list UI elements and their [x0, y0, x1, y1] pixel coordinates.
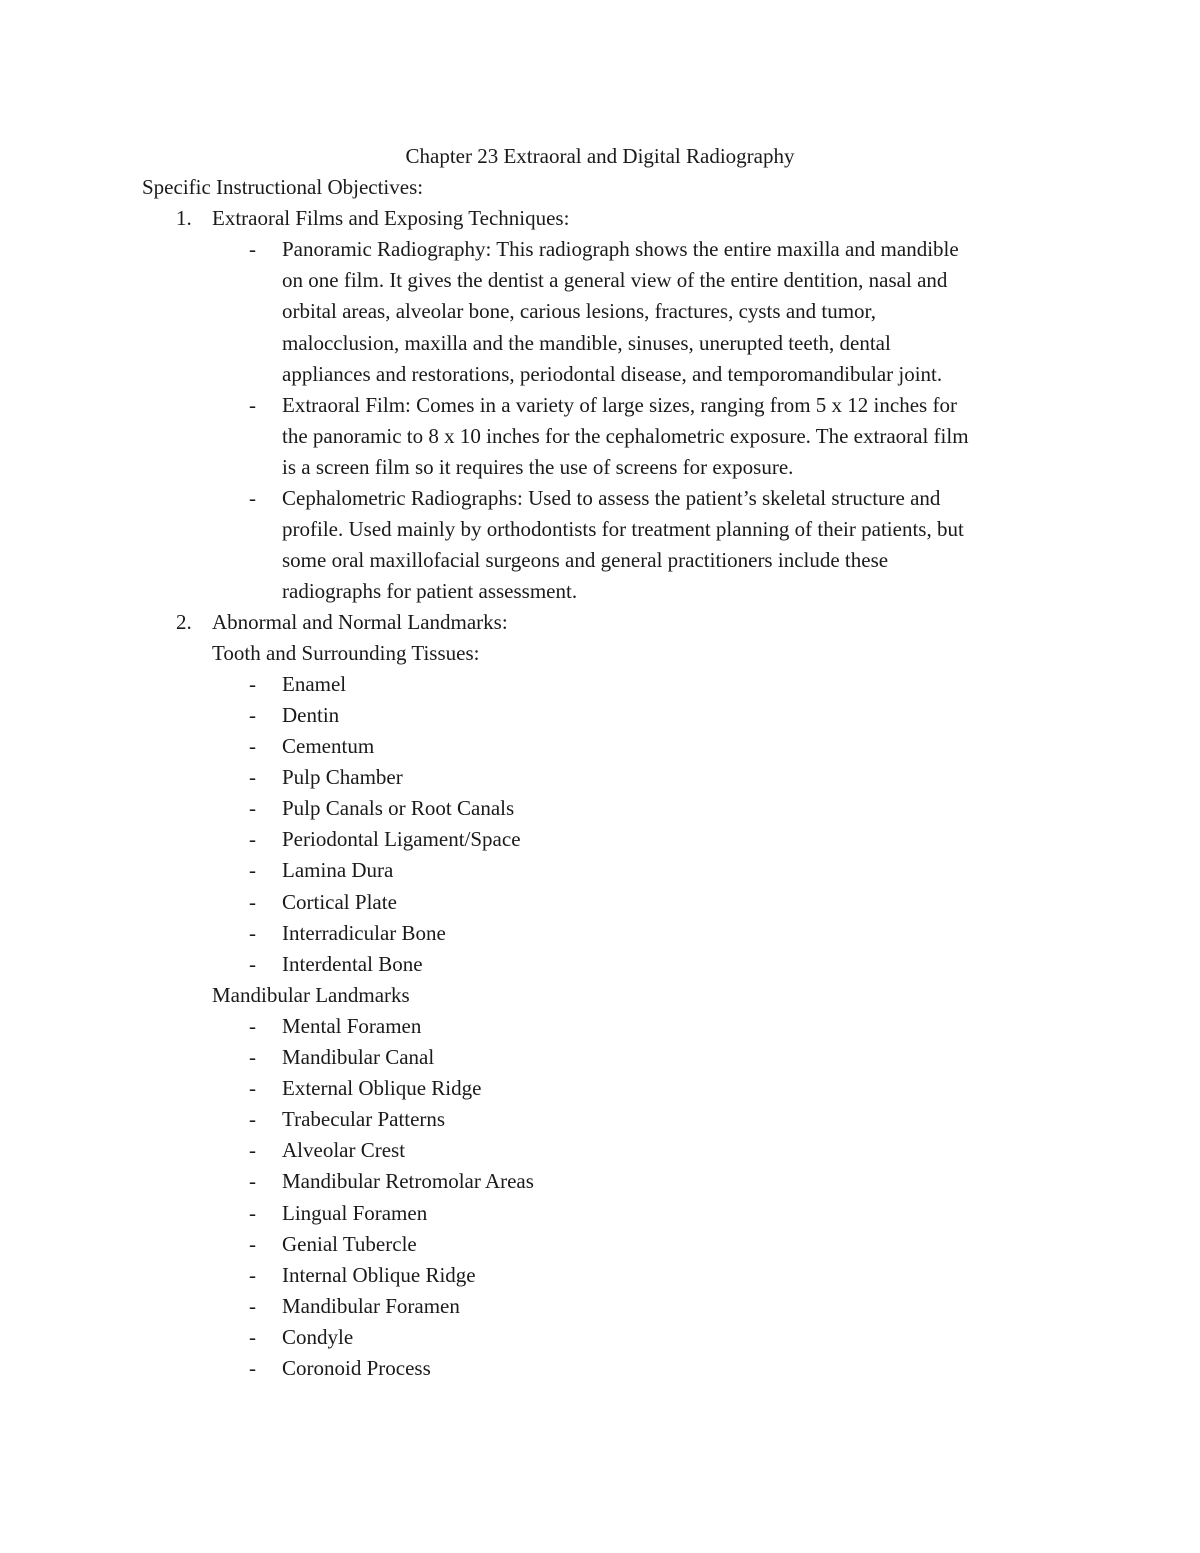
bullet-text-line: Extraoral Film: Comes in a variety of large sizes, ranging from 5 x 12 inches for	[282, 393, 957, 417]
list-item: Genial Tubercle	[282, 1232, 417, 1256]
list-item: Mandibular Foramen	[282, 1294, 460, 1318]
list-dash: -	[249, 921, 256, 945]
bullet-text-line: Panoramic Radiography: This radiograph shows the entire maxilla and mandible	[282, 237, 959, 261]
group-label: Tooth and Surrounding Tissues:	[212, 641, 480, 665]
list-dash: -	[249, 765, 256, 789]
list-dash: -	[249, 1014, 256, 1038]
list-item: Interradicular Bone	[282, 921, 446, 945]
bullet-text-line: appliances and restorations, periodontal disease, and temporomandibular joint.	[282, 362, 943, 386]
list-item: Mandibular Retromolar Areas	[282, 1169, 534, 1193]
objectives-heading: Specific Instructional Objectives:	[142, 175, 424, 199]
list-item: Enamel	[282, 672, 347, 696]
section-heading: Abnormal and Normal Landmarks:	[212, 610, 508, 634]
section-heading: Extraoral Films and Exposing Techniques:	[212, 206, 570, 230]
list-dash: -	[249, 890, 256, 914]
bullet-text-line: is a screen film so it requires the use of screens for exposure.	[282, 455, 794, 479]
list-item: Alveolar Crest	[282, 1138, 406, 1162]
list-item: Pulp Canals or Root Canals	[282, 796, 515, 820]
list-dash: -	[249, 1138, 256, 1162]
list-item: Trabecular Patterns	[282, 1107, 446, 1131]
list-item: Condyle	[282, 1325, 354, 1349]
list-item: External Oblique Ridge	[282, 1076, 482, 1100]
list-item: Mandibular Canal	[282, 1045, 435, 1069]
list-dash: -	[249, 827, 256, 851]
list-dash: -	[249, 1294, 256, 1318]
bullet-dash: -	[249, 237, 256, 261]
list-dash: -	[249, 1201, 256, 1225]
bullet-text-line: malocclusion, maxilla and the mandible, sinuses, unerupted teeth, dental	[282, 331, 891, 355]
list-item: Pulp Chamber	[282, 765, 403, 789]
bullet-dash: -	[249, 393, 256, 417]
list-item: Mental Foramen	[282, 1014, 422, 1038]
bullet-text-line: profile. Used mainly by orthodontists for treatment planning of their patients, but	[282, 517, 964, 541]
list-dash: -	[249, 1045, 256, 1069]
list-item: Lingual Foramen	[282, 1201, 428, 1225]
bullet-text-line: radiographs for patient assessment.	[282, 579, 578, 603]
list-dash: -	[249, 952, 256, 976]
list-dash: -	[249, 1325, 256, 1349]
list-dash: -	[249, 1356, 256, 1380]
list-dash: -	[249, 1232, 256, 1256]
list-dash: -	[249, 1076, 256, 1100]
list-dash: -	[249, 858, 256, 882]
group-label: Mandibular Landmarks	[212, 983, 410, 1007]
list-dash: -	[249, 672, 256, 696]
list-dash: -	[249, 1169, 256, 1193]
document-title: Chapter 23 Extraoral and Digital Radiography	[405, 144, 795, 168]
list-item: Dentin	[282, 703, 340, 727]
bullet-text-line: the panoramic to 8 x 10 inches for the cephalometric exposure. The extraoral film	[282, 424, 969, 448]
list-item: Interdental Bone	[282, 952, 423, 976]
bullet-text-line: some oral maxillofacial surgeons and general practitioners include these	[282, 548, 889, 572]
list-item: Internal Oblique Ridge	[282, 1263, 476, 1287]
list-item: Periodontal Ligament/Space	[282, 827, 521, 851]
bullet-dash: -	[249, 486, 256, 510]
list-dash: -	[249, 796, 256, 820]
list-item: Lamina Dura	[282, 858, 394, 882]
bullet-text-line: orbital areas, alveolar bone, carious lesions, fractures, cysts and tumor,	[282, 299, 876, 323]
section-number: 1.	[176, 206, 192, 230]
list-dash: -	[249, 703, 256, 727]
list-item: Coronoid Process	[282, 1356, 431, 1380]
list-dash: -	[249, 1263, 256, 1287]
list-item: Cortical Plate	[282, 890, 397, 914]
list-item: Cementum	[282, 734, 375, 758]
section-number: 2.	[176, 610, 192, 634]
bullet-text-line: Cephalometric Radiographs: Used to assess the patient’s skeletal structure and	[282, 486, 941, 510]
bullet-text-line: on one film. It gives the dentist a general view of the entire dentition, nasal and	[282, 268, 948, 292]
list-dash: -	[249, 1107, 256, 1131]
list-dash: -	[249, 734, 256, 758]
